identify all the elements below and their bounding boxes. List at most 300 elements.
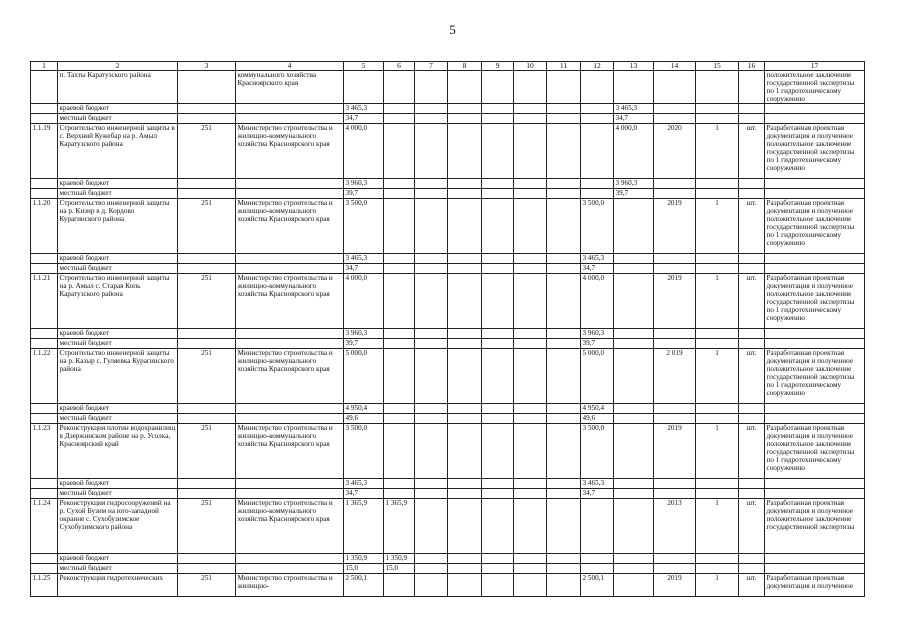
num-cell	[31, 339, 58, 349]
header-cell-1: 1	[31, 62, 58, 71]
budget-row	[31, 404, 865, 414]
header-cell-14: 14	[654, 62, 696, 71]
col8-cell	[448, 254, 482, 264]
col8-cell	[448, 349, 482, 404]
col11-cell	[547, 189, 581, 199]
col7-cell	[415, 499, 448, 554]
col10-cell	[514, 479, 547, 489]
col8-cell	[448, 339, 482, 349]
col10-cell	[514, 554, 547, 564]
col10-cell	[514, 124, 547, 179]
col6-cell	[384, 339, 415, 349]
col13-cell	[614, 564, 654, 574]
col15-cell	[696, 564, 739, 574]
code-cell	[178, 339, 236, 349]
col7-cell	[415, 189, 448, 199]
col10-cell	[514, 424, 547, 479]
qty-cell: 1	[696, 124, 739, 179]
col14-cell	[654, 479, 696, 489]
code-cell: 251	[178, 499, 236, 554]
col15-cell	[696, 404, 739, 414]
col7-cell	[415, 124, 448, 179]
col5-cell: 4 950,4	[344, 404, 384, 414]
col8-cell	[448, 414, 482, 424]
unit-cell: шт.	[739, 349, 765, 404]
num-cell	[31, 264, 58, 274]
header-cell-6: 6	[384, 62, 415, 71]
col15-cell	[696, 264, 739, 274]
col9-cell	[482, 274, 514, 329]
col5-cell: 34,7	[344, 264, 384, 274]
col7-cell	[415, 414, 448, 424]
col12-cell	[581, 124, 614, 179]
col14-cell	[654, 71, 696, 104]
col5-cell: 15,0	[344, 564, 384, 574]
num-cell	[31, 179, 58, 189]
col7-cell	[415, 349, 448, 404]
col8-cell	[448, 499, 482, 554]
col17-cell	[765, 404, 865, 414]
qty-cell: 1	[696, 424, 739, 479]
budget-label-cell: местный бюджет	[58, 489, 178, 499]
col13-cell	[614, 349, 654, 404]
col14-cell	[654, 404, 696, 414]
result-cell: Разработанная проектная документация и полученное	[765, 574, 865, 597]
col17-cell	[765, 104, 865, 114]
budget-row	[31, 414, 865, 424]
col8-cell	[448, 404, 482, 414]
col9-cell	[482, 424, 514, 479]
col16-cell	[739, 264, 765, 274]
col6-cell	[384, 349, 415, 404]
year-cell: 2019	[654, 424, 696, 479]
col12-cell: 3 465,3	[581, 254, 614, 264]
name-cell: Реконструкция плотин водохранилищ в Дзержинском районе на р. Усолка, Красноярский край	[58, 424, 178, 479]
col15-cell	[696, 414, 739, 424]
name-cell: Реконструкция гидротехнических	[58, 574, 178, 597]
name-cell: Реконструкция гидросооружений на р. Сухой Бузим на юго-западной окраине с. Сухобузимское Сухобузимского района	[58, 499, 178, 554]
ministry-cell	[236, 479, 344, 489]
col6-cell	[384, 404, 415, 414]
col10-cell	[514, 104, 547, 114]
col10-cell	[514, 329, 547, 339]
code-cell	[178, 71, 236, 104]
col13-cell: 3 465,3	[614, 104, 654, 114]
item-row	[31, 574, 865, 597]
col9-cell	[482, 339, 514, 349]
col12-cell: 3 500,0	[581, 424, 614, 479]
col11-cell	[547, 274, 581, 329]
col14-cell	[654, 189, 696, 199]
col13-cell	[614, 414, 654, 424]
col8-cell	[448, 124, 482, 179]
num-cell: 1.1.20	[31, 199, 58, 254]
col7-cell	[415, 404, 448, 414]
col12-cell: 2 500,1	[581, 574, 614, 597]
col17-cell	[765, 189, 865, 199]
col11-cell	[547, 574, 581, 597]
col12-cell	[581, 179, 614, 189]
col5-cell: 2 500,1	[344, 574, 384, 597]
col11-cell	[547, 264, 581, 274]
col16-cell	[739, 179, 765, 189]
name-cell: Строительство инженерной защиты на р. Кизир в д. Кордово Курагинского района	[58, 199, 178, 254]
col11-cell	[547, 104, 581, 114]
col9-cell	[482, 114, 514, 124]
col15-cell	[696, 104, 739, 114]
code-cell: 251	[178, 124, 236, 179]
col7-cell	[415, 339, 448, 349]
num-cell: 1.1.21	[31, 274, 58, 329]
col5-cell: 3 960,3	[344, 329, 384, 339]
unit-cell: шт.	[739, 199, 765, 254]
code-cell	[178, 189, 236, 199]
year-cell: 2 019	[654, 349, 696, 404]
ministry-cell	[236, 329, 344, 339]
col6-cell	[384, 424, 415, 479]
col17-cell	[765, 179, 865, 189]
result-cell: Разработанная проектная документация и полученное положительное заключение государственной экспертизы по 1 гидротехническому сооружению	[765, 274, 865, 329]
qty-cell: 1	[696, 274, 739, 329]
ministry-cell	[236, 404, 344, 414]
col15-cell	[696, 554, 739, 564]
col13-cell: 3 960,3	[614, 179, 654, 189]
col14-cell	[654, 179, 696, 189]
budget-table	[30, 61, 865, 597]
qty-cell: 1	[696, 199, 739, 254]
col16-cell	[739, 189, 765, 199]
col9-cell	[482, 264, 514, 274]
col13-cell	[614, 339, 654, 349]
col9-cell	[482, 414, 514, 424]
col11-cell	[547, 71, 581, 104]
col7-cell	[415, 329, 448, 339]
col17-cell	[765, 554, 865, 564]
col10-cell	[514, 339, 547, 349]
col6-cell	[384, 124, 415, 179]
unit-cell: шт.	[739, 124, 765, 179]
col8-cell	[448, 179, 482, 189]
year-cell: 2013	[654, 499, 696, 554]
header-cell-12: 12	[581, 62, 614, 71]
ministry-cell	[236, 189, 344, 199]
header-cell-11: 11	[547, 62, 581, 71]
num-cell	[31, 329, 58, 339]
col6-cell: 15,0	[384, 564, 415, 574]
num-cell: 1.1.25	[31, 574, 58, 597]
col11-cell	[547, 254, 581, 264]
header-cell-5: 5	[344, 62, 384, 71]
name-cell: Строительство инженерной защиты в с. Верхний Кужебар на р. Амыл Каратузского района	[58, 124, 178, 179]
col10-cell	[514, 264, 547, 274]
budget-label-cell: местный бюджет	[58, 564, 178, 574]
col8-cell	[448, 104, 482, 114]
col10-cell	[514, 179, 547, 189]
budget-label-cell: местный бюджет	[58, 114, 178, 124]
budget-row	[31, 189, 865, 199]
budget-row	[31, 479, 865, 489]
code-cell	[178, 489, 236, 499]
result-cell: положительное заключение государственной экспертизы по 1 гидротехническому сооружению	[765, 71, 865, 104]
col14-cell	[654, 564, 696, 574]
num-cell: 1.1.22	[31, 349, 58, 404]
header-cell-7: 7	[415, 62, 448, 71]
num-cell	[31, 254, 58, 264]
code-cell	[178, 414, 236, 424]
col17-cell	[765, 339, 865, 349]
unit-cell: шт.	[739, 274, 765, 329]
budget-row	[31, 254, 865, 264]
col5-cell: 49,6	[344, 414, 384, 424]
code-cell: 251	[178, 274, 236, 329]
col8-cell	[448, 574, 482, 597]
budget-label-cell: местный бюджет	[58, 189, 178, 199]
budget-label-cell: местный бюджет	[58, 414, 178, 424]
col8-cell	[448, 114, 482, 124]
budget-label-cell: местный бюджет	[58, 264, 178, 274]
col13-cell	[614, 499, 654, 554]
col5-cell: 34,7	[344, 489, 384, 499]
year-cell: 2019	[654, 574, 696, 597]
col14-cell	[654, 264, 696, 274]
ministry-cell	[236, 339, 344, 349]
item-row	[31, 124, 865, 179]
col9-cell	[482, 404, 514, 414]
budget-row	[31, 114, 865, 124]
item-row	[31, 424, 865, 479]
header-cell-2: 2	[58, 62, 178, 71]
item-row	[31, 199, 865, 254]
col15-cell	[696, 329, 739, 339]
budget-row	[31, 329, 865, 339]
budget-label-cell: краевой бюджет	[58, 404, 178, 414]
code-cell	[178, 554, 236, 564]
col5-cell: 3 465,3	[344, 254, 384, 264]
budget-label-cell: краевой бюджет	[58, 329, 178, 339]
col16-cell	[739, 339, 765, 349]
col5-cell: 4 000,0	[344, 274, 384, 329]
col6-cell	[384, 329, 415, 339]
result-cell: Разработанная проектная документация и полученное положительное заключение государственной экспертизы по 1 гидротехническому сооружению	[765, 349, 865, 404]
result-cell: Разработанная проектная документация и полученное положительное заключение государственной экспертизы по 1 гидротехническому сооружению	[765, 199, 865, 254]
col14-cell	[654, 489, 696, 499]
year-cell: 2020	[654, 124, 696, 179]
col5-cell: 3 465,3	[344, 104, 384, 114]
name-cell: п. Тахты Каратузского района	[58, 71, 178, 104]
col16-cell	[739, 554, 765, 564]
col11-cell	[547, 424, 581, 479]
col7-cell	[415, 104, 448, 114]
col5-cell: 5 000,0	[344, 349, 384, 404]
qty-cell: 1	[696, 349, 739, 404]
num-cell	[31, 564, 58, 574]
col9-cell	[482, 199, 514, 254]
col16-cell	[739, 564, 765, 574]
col12-cell	[581, 564, 614, 574]
ministry-cell	[236, 264, 344, 274]
col16-cell	[739, 71, 765, 104]
col16-cell	[739, 479, 765, 489]
col6-cell	[384, 254, 415, 264]
header-cell-8: 8	[448, 62, 482, 71]
col13-cell: 39,7	[614, 189, 654, 199]
col12-cell: 3 500,0	[581, 199, 614, 254]
col9-cell	[482, 124, 514, 179]
col17-cell	[765, 414, 865, 424]
ministry-cell	[236, 554, 344, 564]
col13-cell	[614, 574, 654, 597]
num-cell: 1.1.24	[31, 499, 58, 554]
col6-cell	[384, 574, 415, 597]
col8-cell	[448, 424, 482, 479]
col13-cell: 34,7	[614, 114, 654, 124]
col7-cell	[415, 574, 448, 597]
col12-cell: 39,7	[581, 339, 614, 349]
col16-cell	[739, 404, 765, 414]
col6-cell	[384, 179, 415, 189]
col5-cell: 34,7	[344, 114, 384, 124]
col17-cell	[765, 479, 865, 489]
col6-cell	[384, 71, 415, 104]
col5-cell: 3 500,0	[344, 199, 384, 254]
col9-cell	[482, 489, 514, 499]
col8-cell	[448, 564, 482, 574]
col14-cell	[654, 254, 696, 264]
code-cell: 251	[178, 574, 236, 597]
col6-cell	[384, 479, 415, 489]
ministry-cell: Министерство строительства и жилищно-коммунального хозяйства Красноярского края	[236, 349, 344, 404]
num-cell	[31, 414, 58, 424]
col9-cell	[482, 499, 514, 554]
col11-cell	[547, 329, 581, 339]
col14-cell	[654, 329, 696, 339]
col5-cell	[344, 71, 384, 104]
year-cell: 2019	[654, 274, 696, 329]
col11-cell	[547, 349, 581, 404]
col12-cell	[581, 104, 614, 114]
col13-cell: 4 000,0	[614, 124, 654, 179]
col8-cell	[448, 554, 482, 564]
col12-cell: 3 960,3	[581, 329, 614, 339]
col9-cell	[482, 349, 514, 404]
budget-row	[31, 264, 865, 274]
ministry-cell: Министерство строительства и жилищно-	[236, 574, 344, 597]
code-cell: 251	[178, 349, 236, 404]
col7-cell	[415, 274, 448, 329]
budget-row	[31, 489, 865, 499]
col10-cell	[514, 199, 547, 254]
num-cell: 1.1.23	[31, 424, 58, 479]
col13-cell	[614, 199, 654, 254]
col10-cell	[514, 564, 547, 574]
qty-cell: 1	[696, 574, 739, 597]
col8-cell	[448, 489, 482, 499]
col9-cell	[482, 189, 514, 199]
code-cell: 251	[178, 199, 236, 254]
ministry-cell	[236, 564, 344, 574]
col11-cell	[547, 124, 581, 179]
col6-cell	[384, 264, 415, 274]
header-cell-9: 9	[482, 62, 514, 71]
col12-cell: 5 000,0	[581, 349, 614, 404]
num-cell	[31, 189, 58, 199]
col10-cell	[514, 489, 547, 499]
col5-cell: 4 000,0	[344, 124, 384, 179]
col12-cell	[581, 114, 614, 124]
col9-cell	[482, 554, 514, 564]
header-cell-16: 16	[739, 62, 765, 71]
col14-cell	[654, 414, 696, 424]
code-cell	[178, 404, 236, 414]
unit-cell: шт.	[739, 574, 765, 597]
col7-cell	[415, 564, 448, 574]
num-cell	[31, 554, 58, 564]
col13-cell	[614, 264, 654, 274]
col9-cell	[482, 329, 514, 339]
num-cell: 1.1.19	[31, 124, 58, 179]
header-cell-13: 13	[614, 62, 654, 71]
col13-cell	[614, 489, 654, 499]
col10-cell	[514, 254, 547, 264]
col7-cell	[415, 554, 448, 564]
col5-cell: 1 365,9	[344, 499, 384, 554]
ministry-cell: Министерство строительства и жилищно-коммунального хозяйства Красноярского края	[236, 499, 344, 554]
col5-cell: 39,7	[344, 339, 384, 349]
col7-cell	[415, 179, 448, 189]
code-cell	[178, 104, 236, 114]
result-cell: Разработанная проектная документация и полученное положительное заключение государственной экспертизы	[765, 499, 865, 554]
col14-cell	[654, 114, 696, 124]
col16-cell	[739, 254, 765, 264]
code-cell	[178, 179, 236, 189]
col6-cell	[384, 489, 415, 499]
col10-cell	[514, 574, 547, 597]
col9-cell	[482, 564, 514, 574]
col13-cell	[614, 479, 654, 489]
col6-cell	[384, 104, 415, 114]
col11-cell	[547, 339, 581, 349]
ministry-cell	[236, 414, 344, 424]
col6-cell: 1 365,9	[384, 499, 415, 554]
col12-cell	[581, 71, 614, 104]
num-cell	[31, 114, 58, 124]
col5-cell: 1 350,9	[344, 554, 384, 564]
num-cell	[31, 71, 58, 104]
num-cell	[31, 404, 58, 414]
col6-cell	[384, 414, 415, 424]
unit-cell: шт.	[739, 424, 765, 479]
col11-cell	[547, 414, 581, 424]
col8-cell	[448, 479, 482, 489]
col11-cell	[547, 199, 581, 254]
col15-cell	[696, 179, 739, 189]
col10-cell	[514, 274, 547, 329]
col8-cell	[448, 199, 482, 254]
col16-cell	[739, 114, 765, 124]
budget-label-cell: краевой бюджет	[58, 479, 178, 489]
result-cell: Разработанная проектная документация и полученное положительное заключение государственной экспертизы по 1 гидротехническому сооружению	[765, 124, 865, 179]
col10-cell	[514, 189, 547, 199]
col7-cell	[415, 264, 448, 274]
col11-cell	[547, 499, 581, 554]
col11-cell	[547, 479, 581, 489]
header-cell-4: 4	[236, 62, 344, 71]
budget-label-cell: местный бюджет	[58, 339, 178, 349]
col12-cell: 34,7	[581, 489, 614, 499]
col11-cell	[547, 554, 581, 564]
col17-cell	[765, 254, 865, 264]
year-cell: 2019	[654, 199, 696, 254]
